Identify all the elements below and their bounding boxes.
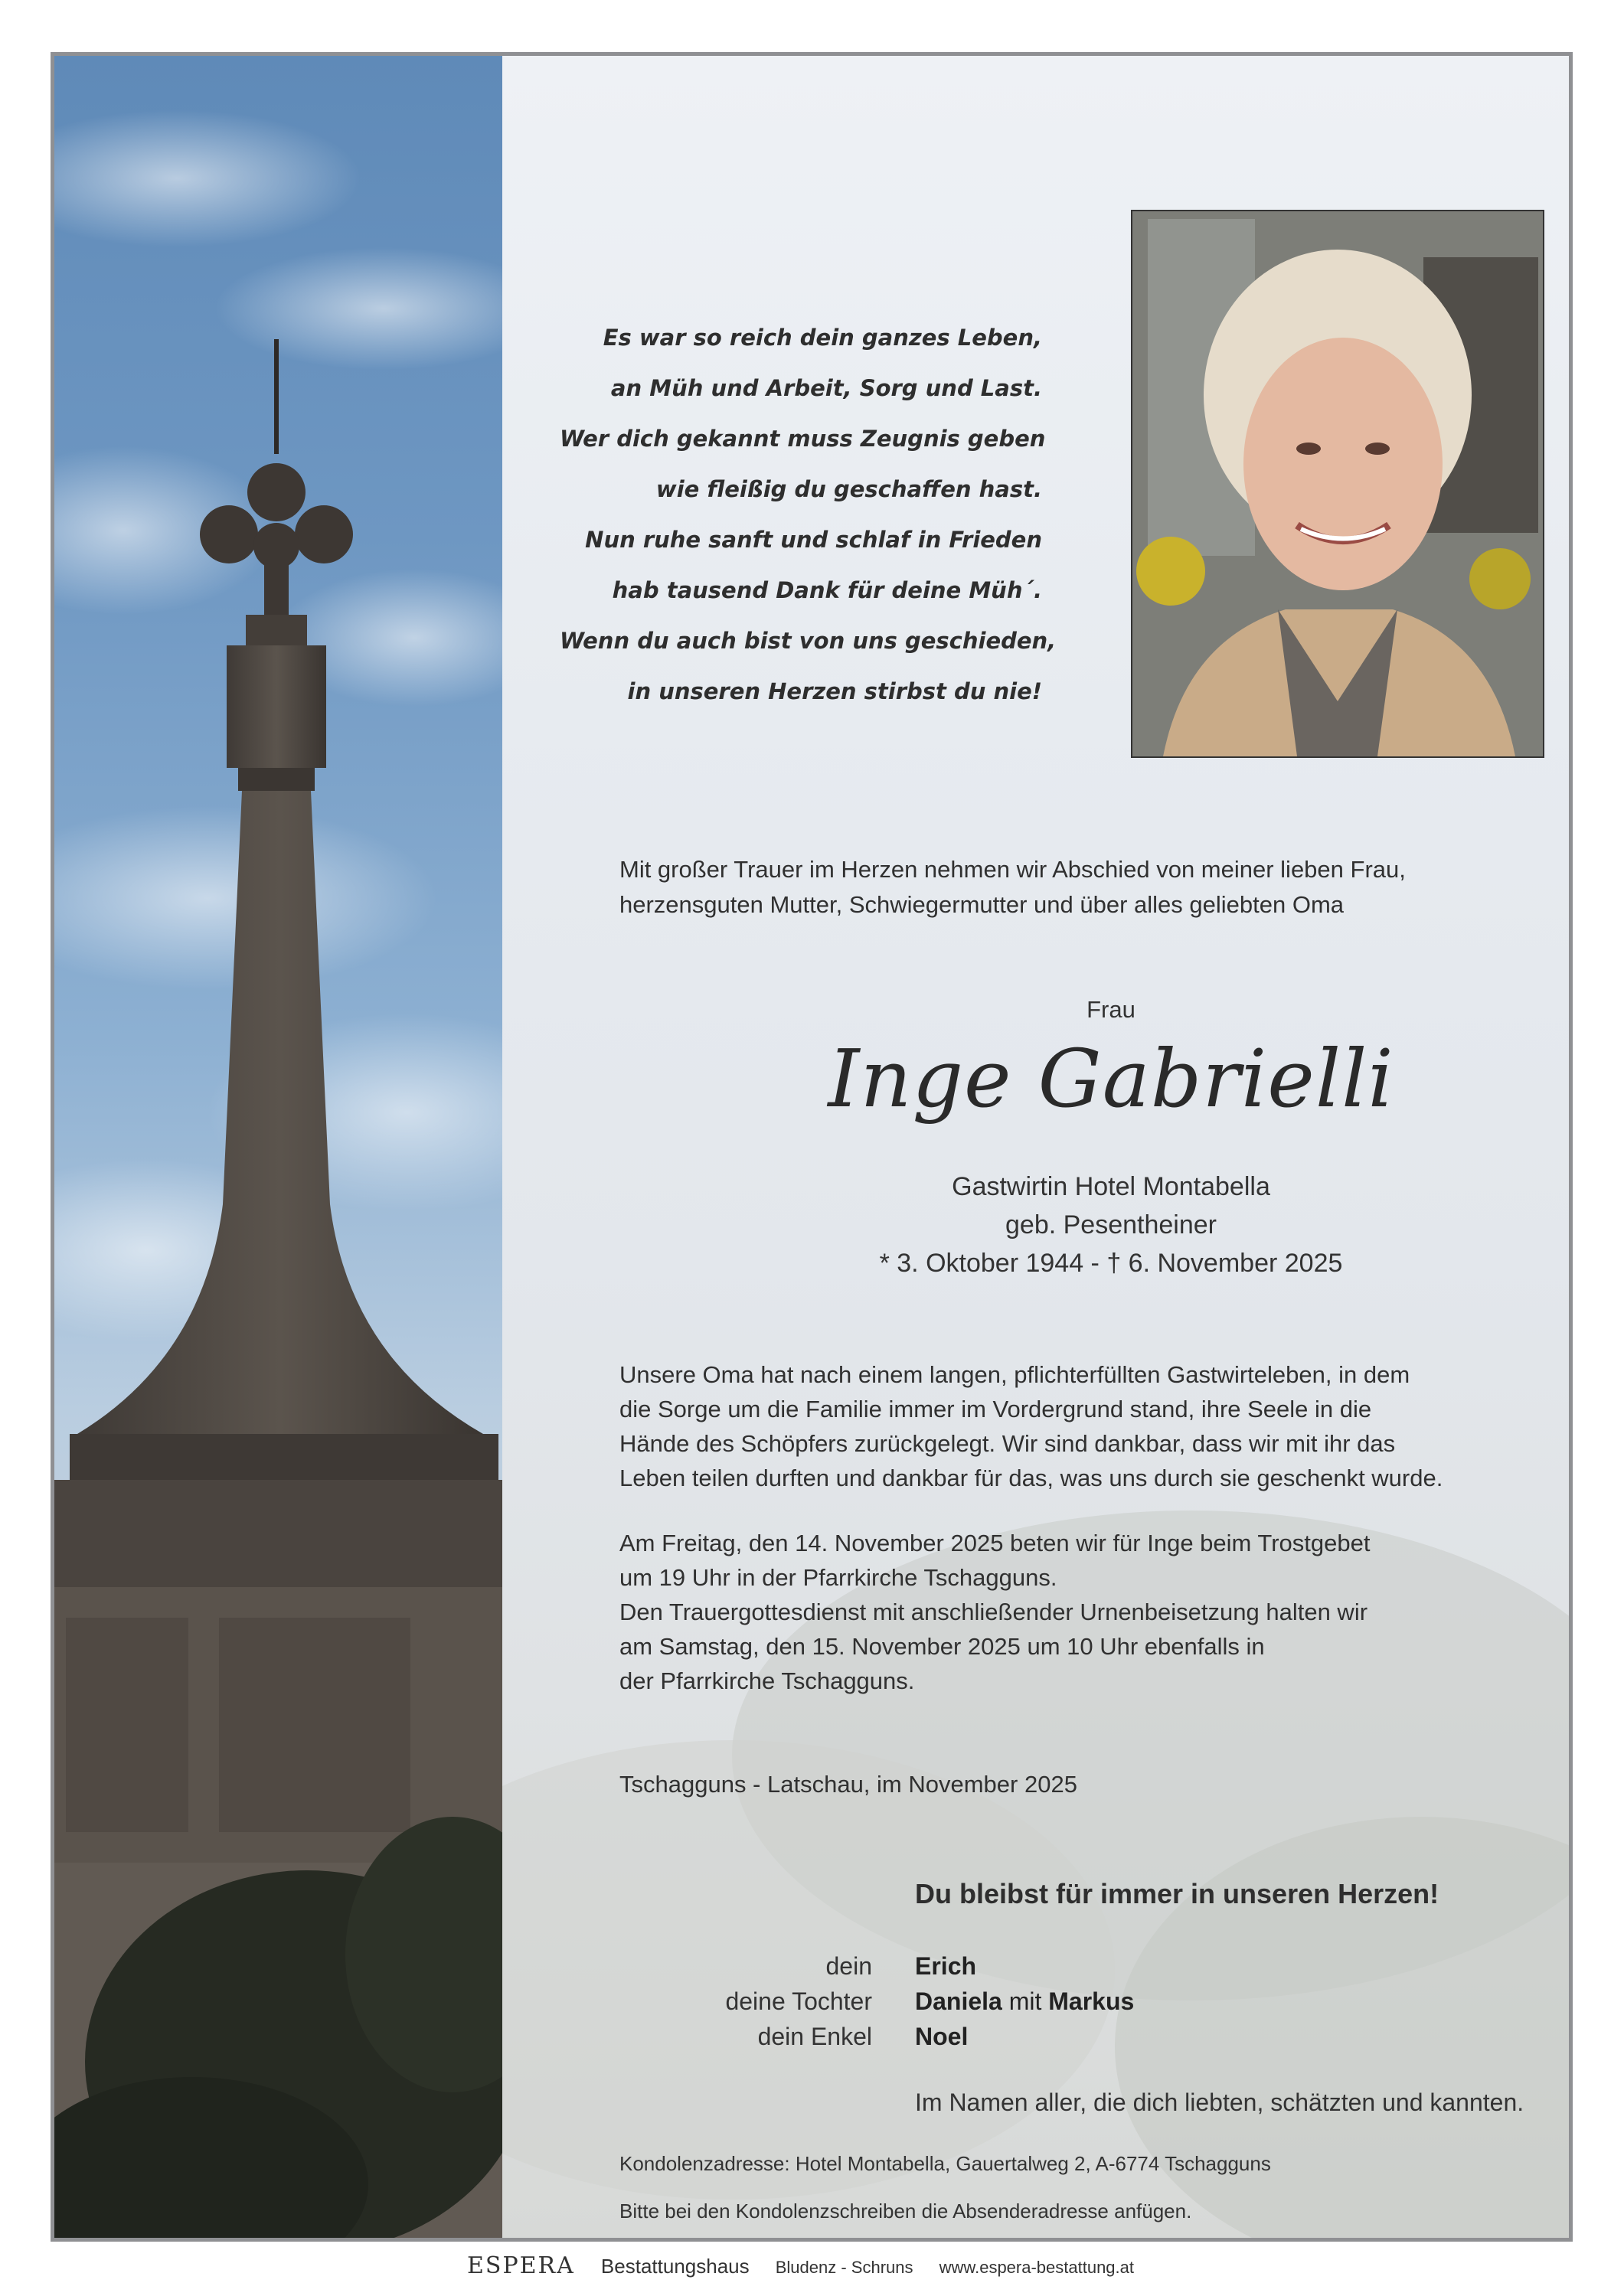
intro-text [619,852,1573,923]
paragraph-line: Hände des Schöpfers zurückgelegt. Wir sind dankbar, dass wir mit ihr das [619,1430,1396,1457]
family-member [915,2019,968,2054]
poem-line: an Müh und Arbeit, Sorg und Last. [610,375,1042,401]
intro-line: Mit großer Trauer im Herzen nehmen wir Abschied von meiner lieben Frau, [619,856,1406,883]
memorial-poem [560,312,1057,717]
condolence-address: Kondolenzadresse: Hotel Montabella, Gauertalweg 2, A-6774 Tschagguns [619,2152,1271,2175]
memorial-motto: Du bleibst für immer in unseren Herzen! [915,1878,1439,1909]
poem-line: hab tausend Dank für deine Müh´. [612,577,1042,603]
place-date: Tschagguns - Latschau, im November 2025 [619,1771,1077,1798]
family-member [915,1984,1134,2019]
footer [467,2252,1155,2279]
poem-line: Nun ruhe sanft und schlaf in Frieden [585,527,1042,553]
salutation: Frau [1086,996,1135,1023]
paragraph-line: Leben teilen durften und dankbar für das, was uns durch sie geschenkt wurde. [619,1465,1443,1491]
paragraph-line: am Samstag, den 15. November 2025 um 10 Uhr ebenfalls in [619,1633,1265,1660]
obituary-card [51,52,1573,2242]
family-relation: dein Enkel [757,2023,872,2050]
poem-line: wie fleißig du geschaffen hast. [655,476,1042,502]
family-member [915,1948,976,1984]
family-joiner: mit [1008,1987,1042,2015]
website-link[interactable]: www.espera-bestattung.at [939,2258,1135,2277]
poem-line: in unseren Herzen stirbst du nie! [627,678,1042,704]
family-partner: Markus [1048,1987,1135,2015]
family-name: Daniela [915,1987,1002,2015]
monument-illustration [54,56,502,2238]
paragraph-line: Den Trauergottesdienst mit anschließender Urnenbeisetzung halten wir [619,1599,1368,1625]
family-name: Erich [915,1952,977,1980]
paragraph-line: die Sorge um die Familie immer im Vordergrund stand, ihre Seele in die [619,1396,1372,1422]
paragraph-line: Unsere Oma hat nach einem langen, pflichterfüllten Gastwirteleben, in dem [619,1361,1410,1388]
condolence-note: Bitte bei den Kondolenzschreiben die Absenderadresse anfügen. [619,2200,1192,2223]
portrait-photo [1131,210,1544,758]
monument-photo [54,56,502,2238]
company-name: Bestattungshaus [600,2255,750,2278]
family-relation: deine Tochter [725,1987,872,2015]
intro-line: herzensguten Mutter, Schwiegermutter und über alles geliebten Oma [619,891,1345,918]
portrait-illustration [1132,211,1543,756]
deceased-name: Inge Gabrielli [828,1032,1394,1125]
brand-logo: ESPERA [467,2252,575,2279]
closing-line: Im Namen aller, die dich liebten, schätzten und kannten. [915,2089,1524,2116]
poem-line: Es war so reich dein ganzes Leben, [603,325,1042,351]
paragraph-line: Am Freitag, den 14. November 2025 beten wir für Inge beim Trostgebet [619,1530,1371,1556]
paragraph-line: um 19 Uhr in der Pfarrkirche Tschagguns. [619,1564,1057,1591]
family-name: Noel [915,2023,969,2050]
poem-line: Wer dich gekannt muss Zeugnis geben [560,426,1046,452]
locations: Bludenz - Schruns [775,2258,913,2277]
poem-line: Wenn du auch bist von uns geschieden, [560,628,1057,654]
paragraph-line: der Pfarrkirche Tschagguns. [619,1667,915,1694]
maiden-name: geb. Pesentheiner [1005,1210,1217,1239]
service-paragraph [619,1526,1573,1698]
occupation: Gastwirtin Hotel Montabella [952,1172,1270,1201]
tribute-paragraph [619,1357,1573,1495]
family-relation: dein [825,1952,872,1980]
life-dates: * 3. Oktober 1944 - † 6. November 2025 [879,1249,1343,1278]
